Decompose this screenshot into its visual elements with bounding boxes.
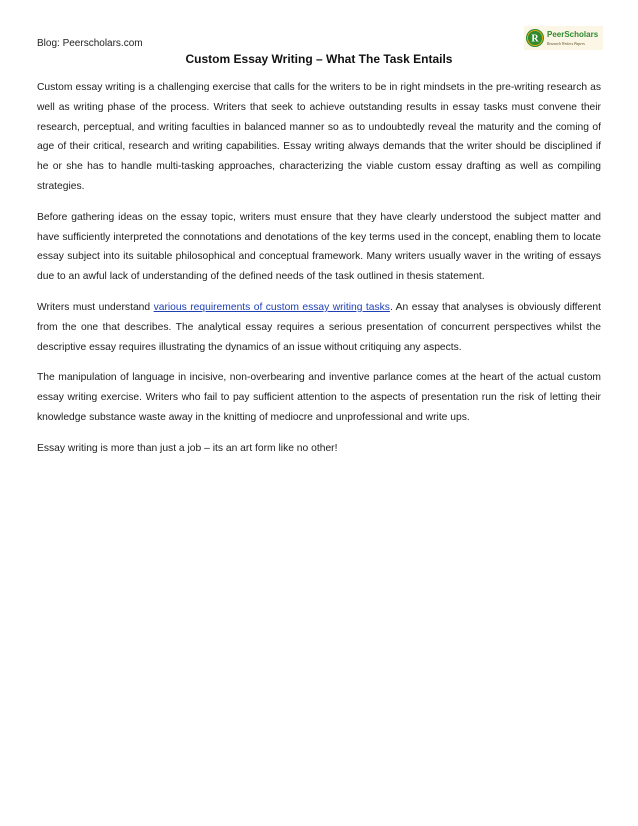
document-title: Custom Essay Writing – What The Task Entails bbox=[185, 52, 453, 66]
document-body bbox=[37, 78, 601, 470]
paragraph-5: Essay writing is more than just a job – its an art form like no other! bbox=[37, 442, 338, 454]
logo-tagline: Research Writers Papers bbox=[547, 42, 585, 46]
peerscholars-logo bbox=[524, 26, 603, 50]
paragraph-3-lead: Writers must understand bbox=[37, 301, 154, 313]
svg-text:R: R bbox=[531, 33, 539, 45]
blog-label: Blog: Peerscholars.com bbox=[37, 38, 143, 49]
paragraph-1: Custom essay writing is a challenging exercise that calls for the writers to be in right mindsets in the pre-writing research as well as writing phase of the process. Writers that seek to achieve outstanding results in essay tasks must convene their research, perceptual, and writing faculties in balanced manner so as to undoubtedly reveal the maturity and the coming of age of their critical, research and writing capabilities. Essay writing always demands that the writer should be disciplined if he or she has to handle multi-tasking approaches, characterizing the viable custom essay drafting as well as compiling strategies. bbox=[37, 82, 601, 192]
paragraph-4: The manipulation of language in incisive, non-overbearing and inventive parlance comes at the heart of the actual custom essay writing exercise. Writers who fail to pay sufficient attention to the aspects of presentation run the risk of letting their knowledge substance waste away in the knitting of mediocre and unprofessional and write ups. bbox=[37, 372, 601, 423]
paragraph-3 bbox=[37, 298, 601, 357]
paragraph-3-rest: . An essay that analyses is obviously different from the one that describes. The analytical essay requires a serious presentation of concurrent perspectives whilst the descriptive essay requires illustrating the dynamics of an issue without critiquing any aspects. bbox=[37, 301, 601, 353]
logo-wordmark: PeerScholars bbox=[547, 30, 599, 39]
paragraph-2: Before gathering ideas on the essay topic, writers must ensure that they have clearly understood the subject matter and have sufficiently interpreted the connotations and denotations of the key terms used in the concept, enabling them to locate essay subject into its suitable philosophical and conceptual framework. Many writers usually waver in the writing of essays due to an awful lack of understanding of the defined needs of the task outlined in thesis statement. bbox=[37, 211, 601, 283]
requirements-link[interactable]: various requirements of custom essay writing tasks bbox=[153, 301, 390, 313]
